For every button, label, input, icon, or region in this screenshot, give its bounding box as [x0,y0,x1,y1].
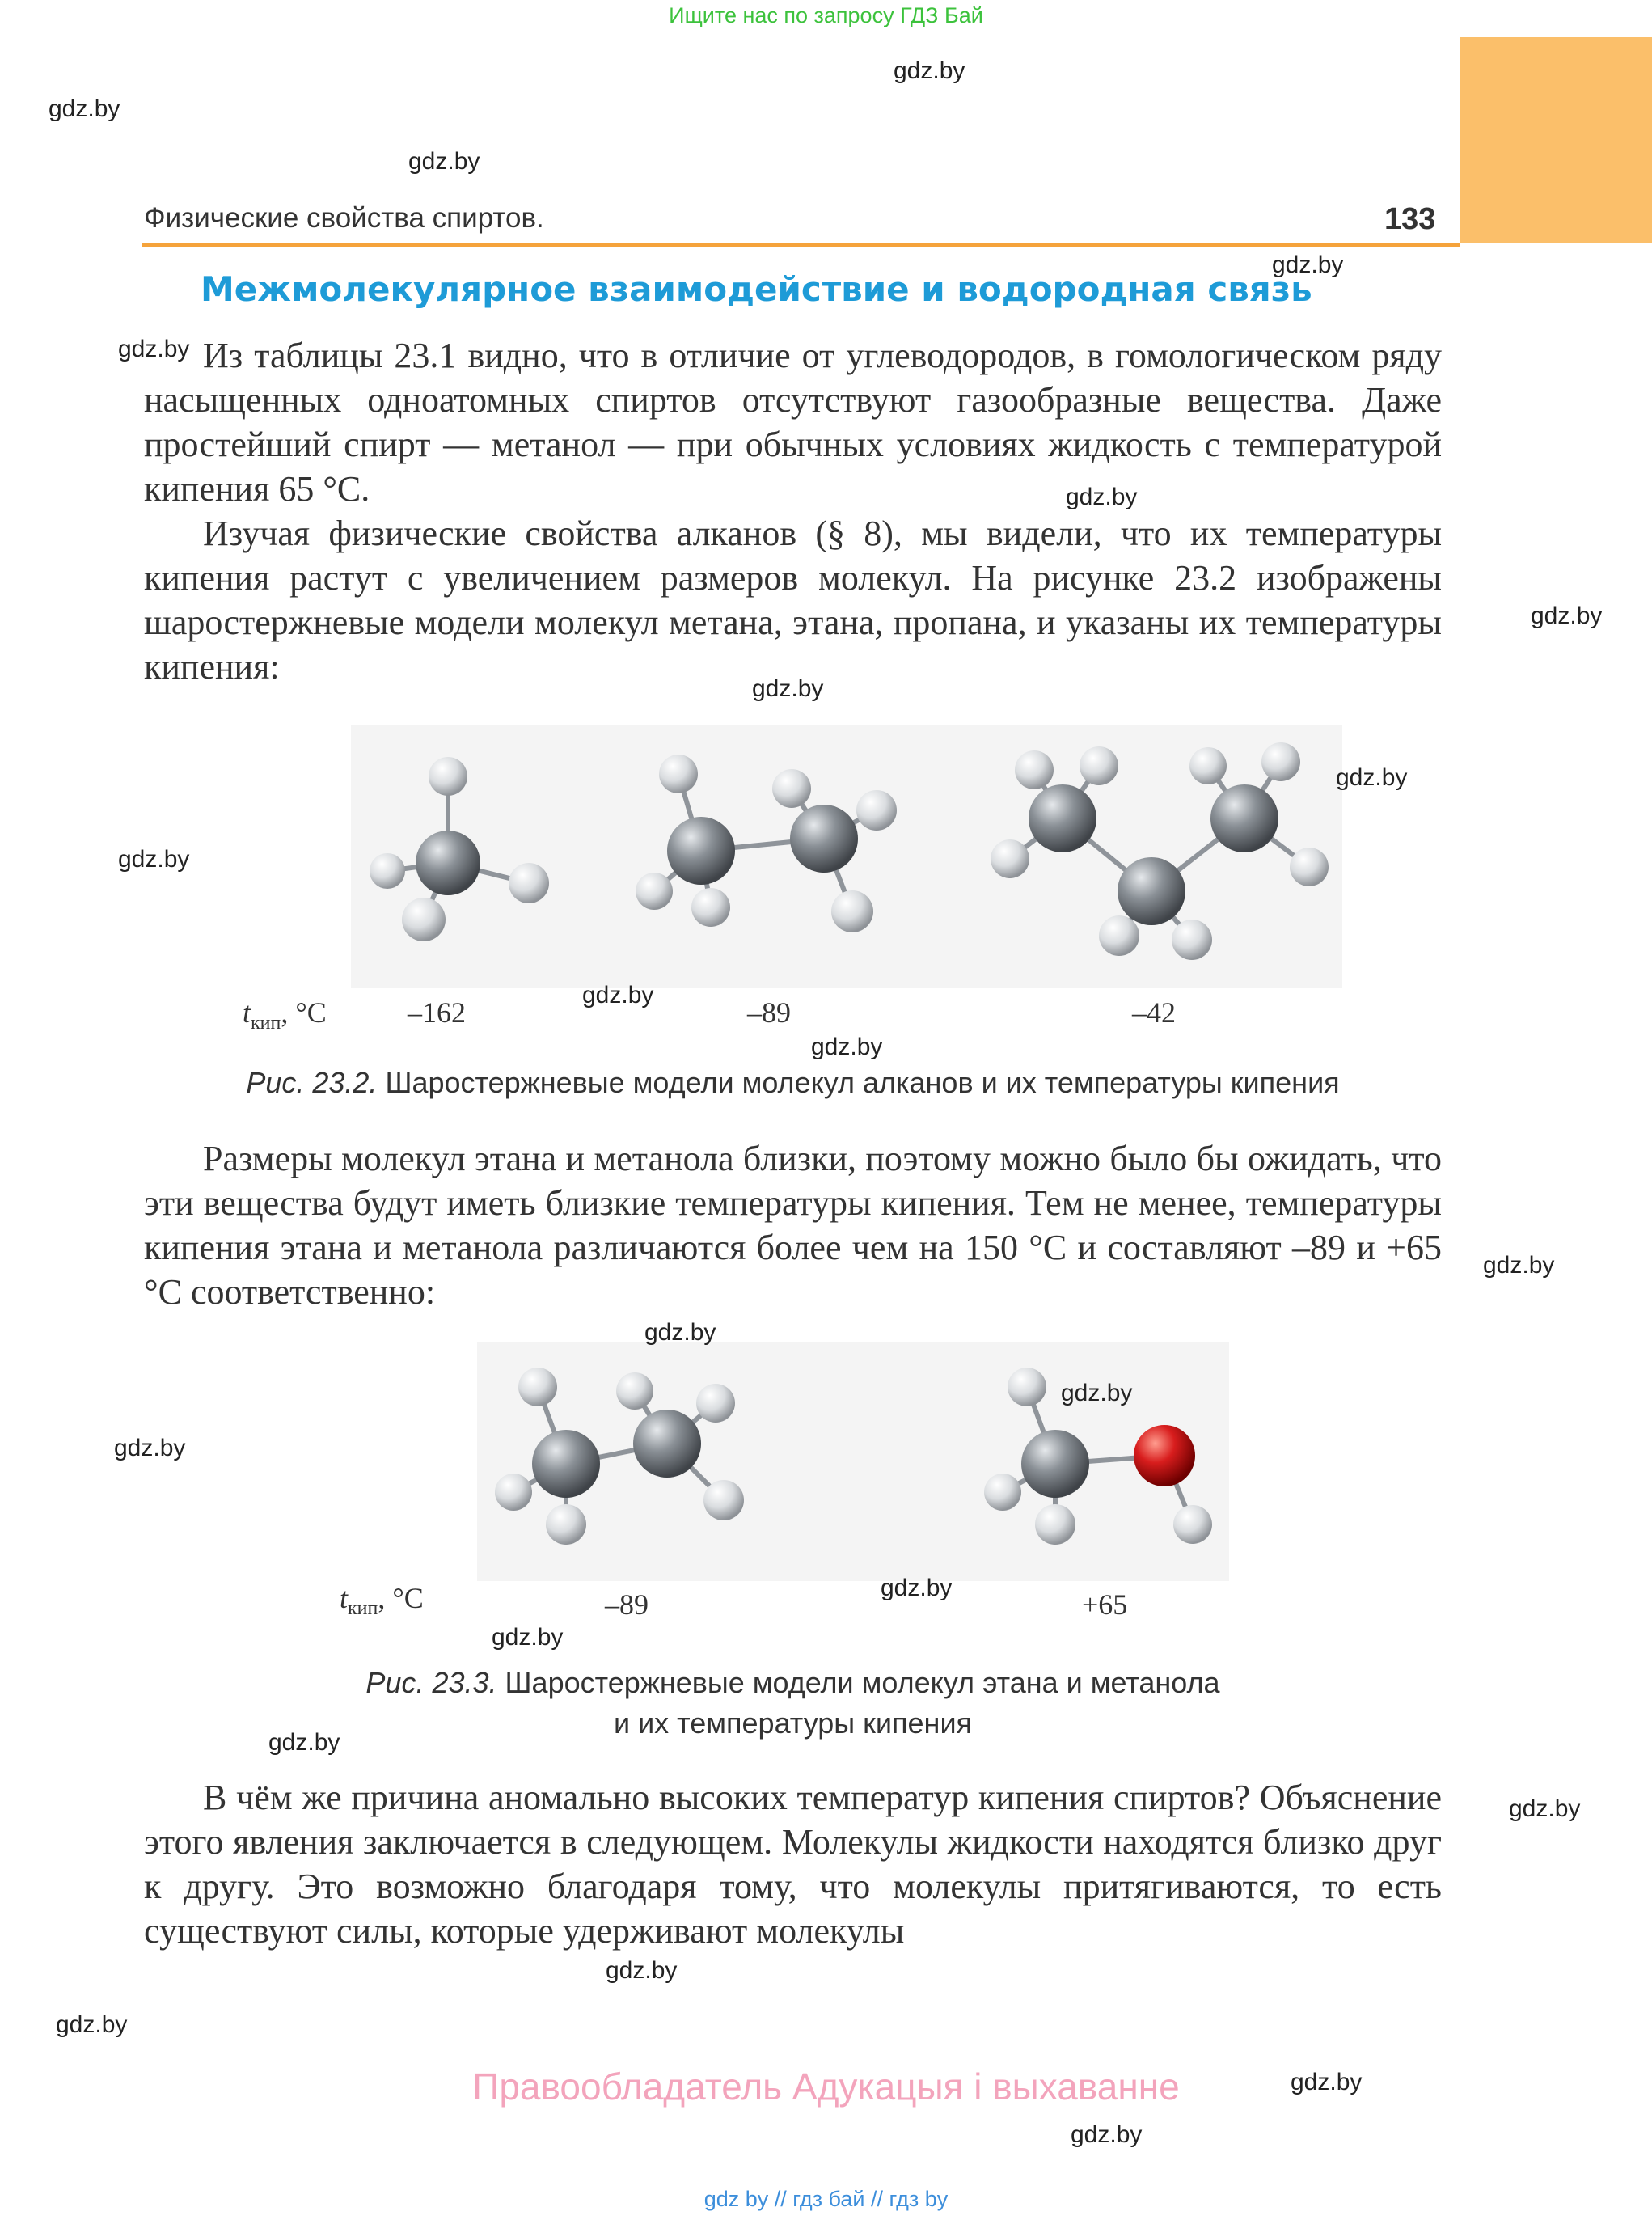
watermark: gdz.by [56,2011,128,2038]
watermark: gdz.by [114,1435,186,1461]
watermark: gdz.by [1071,2121,1143,2148]
watermark: gdz.by [894,57,965,84]
page-number: 133 [1384,202,1436,236]
paragraph-3: Размеры молекул этана и метанола близки, поэтому можно было бы ожидать, что эти вещества будут иметь близкие температуры кипения. Тем не менее, температуры кипения этана и метанола различаются более чем на 150 °С и составляют –89 и +65 °С соответственно: [144,1139,1442,1312]
watermark: gdz.by [1272,252,1344,278]
methanol-boiling-point: +65 [1082,1588,1128,1621]
methane-boiling-point: –162 [408,996,466,1029]
running-head: Физические свойства спиртов. [144,202,544,234]
figure-23-3-caption-prefix: Рис. 23.3. [365,1666,497,1699]
methanol-model [477,1342,1229,1581]
figure-23-2-caption: Рис. 23.2. Шаростержневые модели молекул алканов и их температуры кипения [246,1066,1340,1099]
watermark: gdz.by [881,1575,953,1601]
watermark: gdz.by [118,846,190,873]
watermark: gdz.by [1336,764,1408,791]
watermark: gdz.by [644,1319,716,1346]
page-corner-tab [1460,37,1652,243]
watermark: gdz.by [49,95,120,122]
watermark: gdz.by [1291,2069,1363,2095]
watermark: gdz.by [268,1729,340,1756]
watermark: gdz.by [408,148,480,175]
watermark: gdz.by [1066,484,1138,510]
copyright-notice: Правообладатель Адукацыя і выхаванне [472,2065,1180,2108]
figure-23-3-caption-line-2: и их температуры кипения [613,1706,973,1740]
header-rule [142,243,1460,247]
propane-model [351,725,1342,988]
watermark: gdz.by [492,1624,564,1651]
ethane-boiling-point-2: –89 [605,1588,649,1621]
watermark: gdz.by [582,982,654,1008]
propane-boiling-point: –42 [1132,996,1176,1029]
figure-23-3-caption-line-1: Рис. 23.3. Шаростержневые модели молекул этана и метанола [365,1666,1220,1699]
watermark: gdz.by [1531,603,1603,629]
footer-links[interactable]: gdz by // гдз бай // гдз by [703,2187,949,2211]
paragraph-2: Изучая физические свойства алканов (§ 8), мы видели, что их температуры кипения растут с увеличением размеров молекул. На рисунке 23.2 изображены шаростержневые модели молекул метана, этана, пропана, и указаны их температуры кипения: [144,514,1442,687]
watermark: gdz.by [752,675,824,702]
watermark: gdz.by [606,1957,678,1984]
top-search-hint[interactable]: Ищите нас по запросу ГДЗ Бай [669,3,983,27]
watermark: gdz.by [118,336,190,362]
watermark: gdz.by [1061,1380,1133,1406]
figure-23-2-caption-prefix: Рис. 23.2. [246,1066,378,1099]
section-title: Межмолекулярное взаимодействие и водородная связь [201,269,1312,309]
watermark: gdz.by [1483,1252,1555,1279]
watermark: gdz.by [1509,1795,1581,1822]
fig-23-2-temperature-label: $t_{кип}$, °C [243,996,327,1034]
fig-23-3-temperature-label: $t_{кип}$, °C [340,1582,424,1620]
ethane-boiling-point: –89 [747,996,791,1029]
watermark: gdz.by [811,1034,883,1060]
paragraph-1: Из таблицы 23.1 видно, что в отличие от углеводородов, в гомологическом ряду насыщенных одноатомных спиртов отсутствуют газообразные вещества. Даже простейший спирт — метанол — при обычных условиях жидкость с температурой кипения 65 °С. [144,336,1442,509]
paragraph-4: В чём же причина аномально высоких температур кипения спиртов? Объяснение этого явления заключается в следующем. Молекулы жидкости находятся близко друг к другу. Это возможно благодаря тому, что молекулы притягиваются, то есть существуют силы, которые удерживают молекулы [144,1778,1442,1951]
